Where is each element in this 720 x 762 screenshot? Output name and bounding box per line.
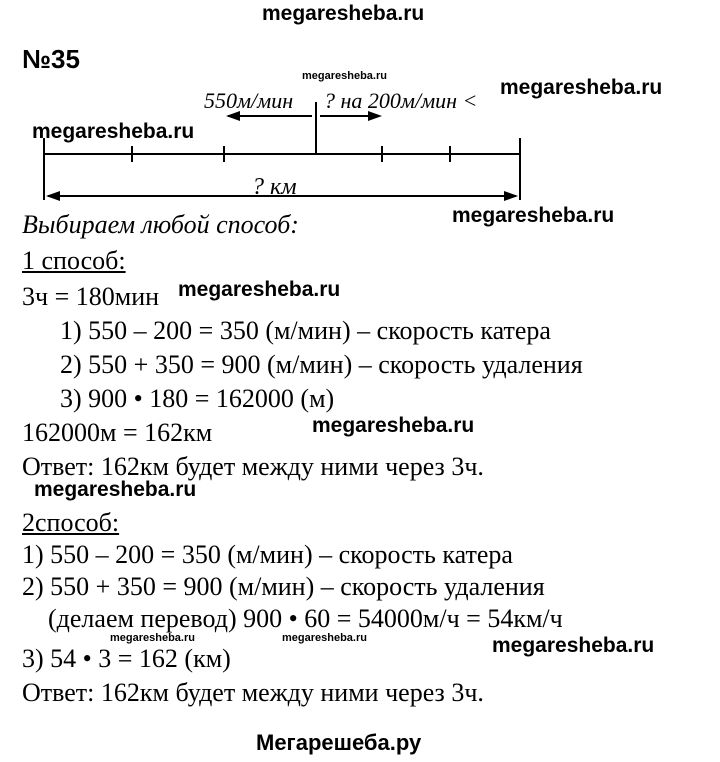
- speed-left-label: 550м/мин: [204, 88, 294, 113]
- method2-conversion: (делаем перевод) 900 • 60 = 54000м/ч = 54км/ч: [48, 604, 563, 633]
- footer-brand: Мегарешеба.ру: [256, 730, 422, 755]
- watermark-small-diagram: megaresheba.ru: [302, 70, 387, 82]
- choose-method-text: Выбираем любой способ:: [22, 210, 299, 239]
- method1-title: 1 способ:: [22, 246, 126, 275]
- method1-result: 162000м = 162км: [22, 418, 213, 447]
- method2-title: 2способ:: [22, 508, 120, 537]
- method1-conversion: 3ч = 180мин: [22, 282, 160, 311]
- watermark-after-choose: megaresheba.ru: [452, 204, 615, 227]
- problem-number: №35: [22, 44, 80, 74]
- watermark-mid-right: megaresheba.ru: [312, 414, 475, 437]
- watermark-left-diagram: megaresheba.ru: [32, 120, 195, 143]
- method2-step-1: 1) 550 – 200 = 350 (м/мин) – скорость катера: [22, 540, 513, 569]
- watermark-small-center: megaresheba.ru: [282, 632, 367, 644]
- method1-step-2: 2) 550 + 350 = 900 (м/мин) – скорость удаления: [60, 350, 583, 379]
- watermark-mid-left: megaresheba.ru: [34, 478, 197, 501]
- watermark-bottom-right: megaresheba.ru: [492, 634, 655, 657]
- method2-answer: Ответ: 162км будет между ними через 3ч.: [22, 678, 484, 707]
- method2-step-3: 3) 54 • 3 = 162 (км): [22, 644, 231, 673]
- total-arrowhead-right: [504, 191, 518, 201]
- watermark-small-left: megaresheba.ru: [110, 632, 195, 644]
- motion-diagram: [0, 80, 720, 210]
- total-distance-label: ? км: [252, 174, 297, 200]
- watermark-top: megaresheba.ru: [262, 2, 425, 25]
- method2-step-2: 2) 550 + 350 = 900 (м/мин) – скорость удаления: [22, 572, 545, 601]
- method1-step-3: 3) 900 • 180 = 162000 (м): [60, 384, 335, 413]
- speed-right-label: ? на 200м/мин <: [324, 88, 478, 113]
- method1-step-1: 1) 550 – 200 = 350 (м/мин) – скорость катера: [60, 316, 551, 345]
- watermark-method1: megaresheba.ru: [178, 278, 341, 301]
- total-arrowhead-left: [46, 191, 60, 201]
- method1-answer: Ответ: 162км будет между ними через 3ч.: [22, 452, 484, 481]
- watermark-right-diagram: megaresheba.ru: [500, 76, 663, 99]
